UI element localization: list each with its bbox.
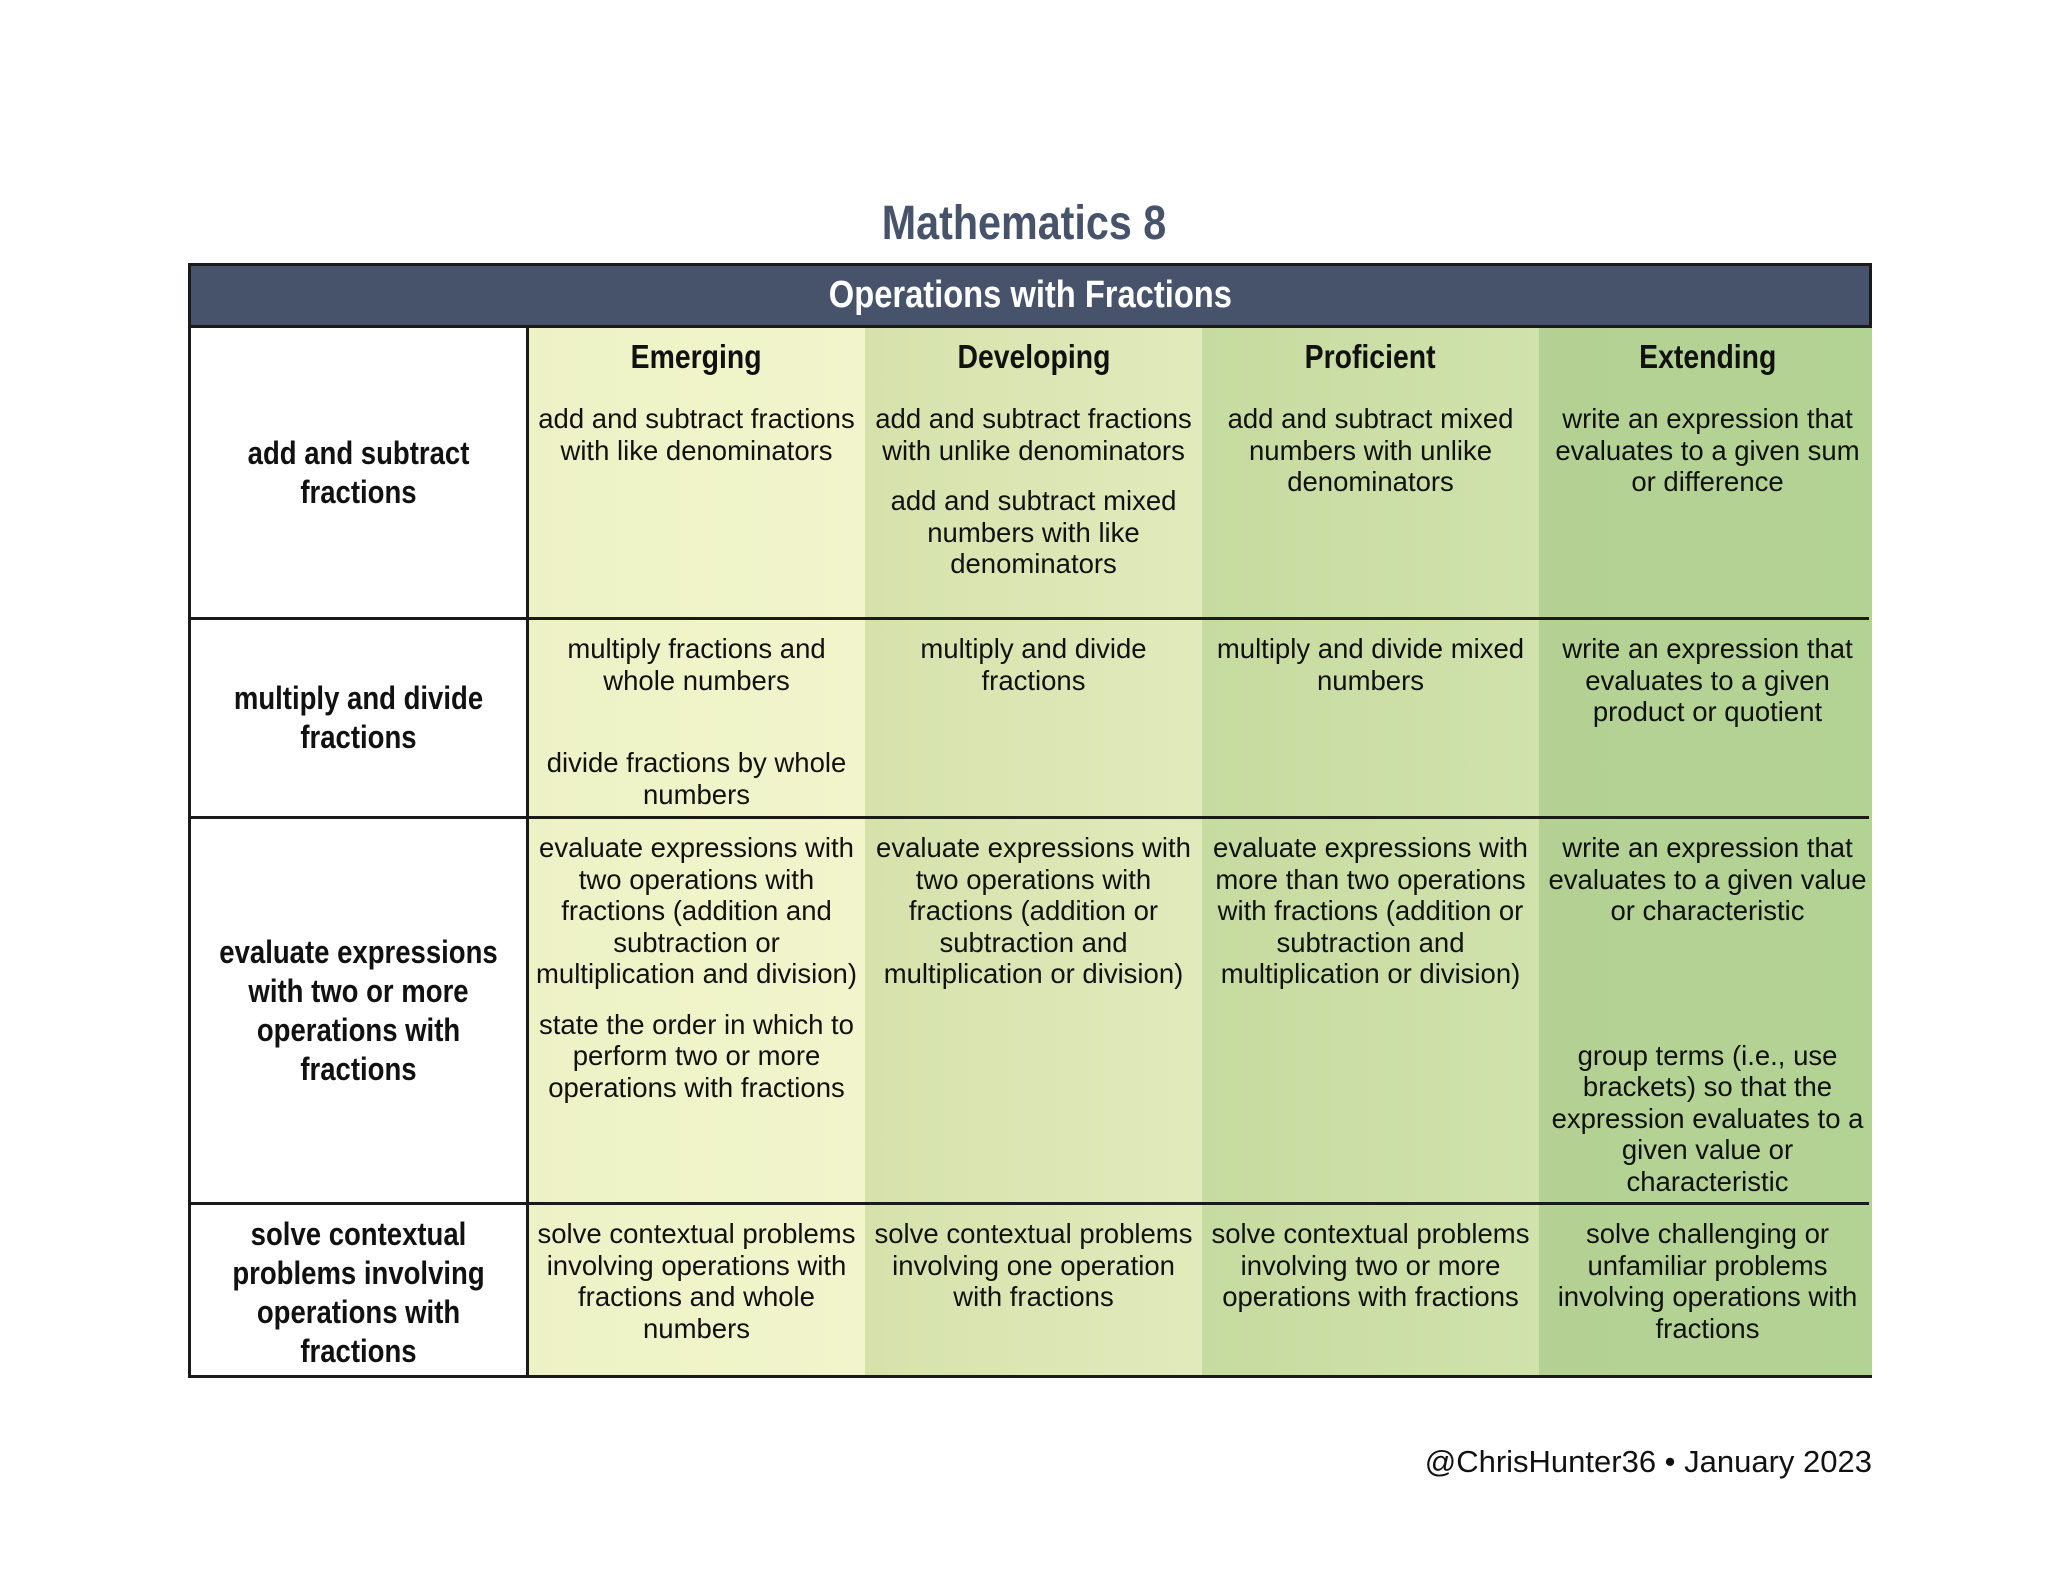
rubric-table bbox=[188, 263, 1872, 1378]
level-label: Extending bbox=[1638, 338, 1777, 375]
criterion-solve-problems bbox=[191, 1205, 526, 1381]
cell-r4-extending bbox=[1539, 1218, 1876, 1344]
footer-credit: @ChrisHunter36 • January 2023 bbox=[1424, 1444, 1872, 1479]
descriptor: add and subtract fractions with like denominators bbox=[538, 403, 855, 466]
criterion-label: evaluate expressions with two or more operations with fractions bbox=[219, 933, 498, 1087]
descriptor: multiply and divide mixed numbers bbox=[1216, 633, 1525, 696]
descriptor: solve contextual problems involving operations with fractions and whole numbers bbox=[537, 1218, 856, 1344]
descriptor: solve contextual problems involving one operation with fractions bbox=[874, 1218, 1193, 1312]
cell-r3-proficient bbox=[1202, 832, 1539, 990]
descriptor: write an expression that evaluates to a given value or characteristic bbox=[1548, 832, 1867, 926]
cell-r3-emerging bbox=[528, 832, 865, 1103]
descriptor: group terms (i.e., use brackets) so that the expression evaluates to a given value or characteristic bbox=[1551, 1039, 1864, 1197]
level-label: Emerging bbox=[631, 338, 762, 375]
cell-r2-emerging bbox=[528, 633, 865, 810]
descriptor: state the order in which to perform two or more operations with fractions bbox=[539, 1008, 854, 1103]
level-header-proficient bbox=[1202, 338, 1539, 376]
cell-r1-developing bbox=[865, 403, 1202, 580]
descriptor: divide fractions by whole numbers bbox=[546, 747, 847, 810]
cell-r1-extending bbox=[1539, 403, 1876, 498]
descriptor: multiply and divide fractions bbox=[920, 633, 1147, 696]
descriptor: write an expression that evaluates to a given product or quotient bbox=[1562, 633, 1853, 727]
descriptor: solve contextual problems involving two or more operations with fractions bbox=[1211, 1218, 1530, 1312]
descriptor: write an expression that evaluates to a given sum or difference bbox=[1555, 403, 1860, 497]
cell-r2-developing bbox=[865, 633, 1202, 696]
level-label: Developing bbox=[957, 338, 1110, 375]
cell-r2-extending bbox=[1539, 633, 1876, 728]
descriptor: add and subtract fractions with unlike denominators bbox=[875, 403, 1192, 466]
criterion-evaluate-expressions bbox=[191, 819, 526, 1202]
cell-r4-emerging bbox=[528, 1218, 865, 1344]
criterion-label: add and subtract fractions bbox=[247, 434, 470, 510]
cell-r3-extending bbox=[1539, 832, 1876, 1197]
table-banner-text: Operations with Fractions bbox=[828, 274, 1232, 316]
descriptor: evaluate expressions with two operations with fractions (addition or subtraction and multiplication or division) bbox=[876, 832, 1191, 989]
cell-r1-proficient bbox=[1202, 403, 1539, 498]
cell-r1-emerging bbox=[528, 403, 865, 466]
descriptor: solve challenging or unfamiliar problems involving operations with fractions bbox=[1557, 1218, 1858, 1344]
descriptor: evaluate expressions with two operations with fractions (addition and subtraction or multiplication and division) bbox=[536, 832, 857, 989]
cell-r3-developing bbox=[865, 832, 1202, 990]
cell-r4-developing bbox=[865, 1218, 1202, 1313]
page-title: Mathematics 8 bbox=[881, 197, 1167, 250]
descriptor: multiply fractions and whole numbers bbox=[567, 633, 826, 696]
descriptor: evaluate expressions with more than two operations with fractions (addition or subtraction and multiplication or division) bbox=[1213, 832, 1528, 989]
table-banner bbox=[191, 266, 1869, 328]
criterion-add-subtract bbox=[191, 328, 526, 617]
cell-r2-proficient bbox=[1202, 633, 1539, 696]
descriptor: add and subtract mixed numbers with unlike denominators bbox=[1227, 403, 1514, 497]
level-header-emerging bbox=[528, 338, 865, 376]
descriptor: add and subtract mixed numbers with like denominators bbox=[890, 485, 1177, 579]
criterion-multiply-divide bbox=[191, 620, 526, 816]
level-header-extending bbox=[1539, 338, 1876, 376]
criterion-label: multiply and divide fractions bbox=[233, 680, 484, 755]
level-header-developing bbox=[865, 338, 1202, 376]
level-label: Proficient bbox=[1305, 338, 1436, 375]
cell-r4-proficient bbox=[1202, 1218, 1539, 1313]
criterion-label: solve contextual problems involving operations with fractions bbox=[232, 1216, 485, 1369]
